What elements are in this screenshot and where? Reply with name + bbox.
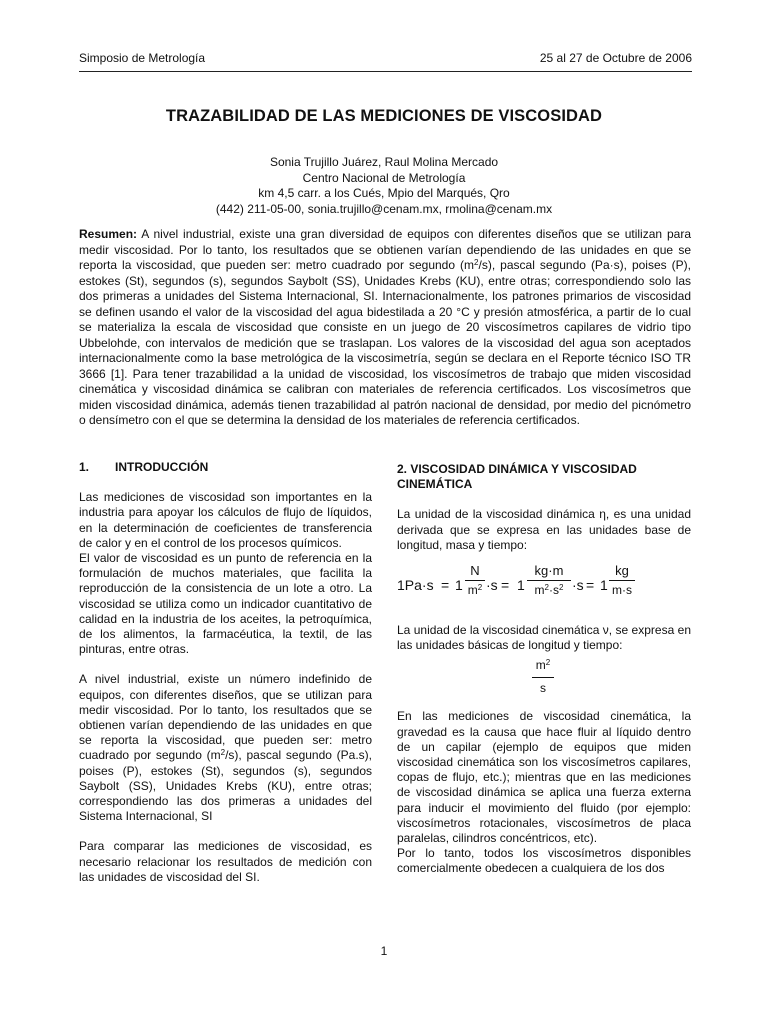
page-number: 1 <box>380 944 388 958</box>
intro-p3-a: A nivel industrial, existe un número indefinido de equipos, con diferentes diseños, que se utilizan para medir viscosidad. Por lo tanto, los resultados que se obtienen varían dependiendo de las unidades en que se reporta la viscosidad, que pueden ser: metro cuadrado por segundo (m <box>79 672 372 763</box>
abstract-text-b: /s), pascal segundo (Pa·s), poises (P), estokes (St), segundos (s), segundos Saybolt (SS), Unidades Krebs (KU), entre otras; correspondiendo solo las dos primeras a unidades del Sistema Internacional, SI. Internacionalmente, los patrones primarios de viscosidad se definen usando el valor de la viscosidad del agua bidestilada a 20 °C y presión atmosférica, a partir de lo cual se materializa la escala de viscosidad que consiste en un juego de 20 viscosímetros capilares de vidrio tipo Ubbelohde, con intervalos de medición que se traslapan. Los valores de la viscosidad del agua son aceptados internacionalmente como la base metrológica de la viscosimetría, según se declara en el Reporte técnico ISO TR 3666 [1]. Para tener trazabilidad a la unidad de viscosidad, los viscosímetros de trabajo que miden viscosidad cinemática y viscosidad dinámica se calibran con materiales de referencia certificados. Los viscosímetros que miden viscosidad dinámica, además tienen trazabilidad al patrón nacional de densidad, por medio del picnómetro o densímetro con el que se determina la densidad de los materiales de referencia certificados. <box>79 258 691 427</box>
left-column <box>79 460 372 885</box>
frac2-den: $m^2\cdot s^2$ <box>534 583 564 598</box>
formula-eq3: = <box>586 577 595 594</box>
right-column <box>397 462 691 877</box>
fraction-bar <box>527 580 571 581</box>
frac3-num: kg <box>615 563 629 579</box>
unit-denominator: s <box>540 680 546 695</box>
abstract <box>79 227 691 429</box>
kinematic-viscosity-paragraph <box>397 623 691 653</box>
fraction-bar <box>465 580 485 581</box>
formula-fraction-2 <box>527 563 571 598</box>
abstract-text-a: A nivel industrial, existe una gran diversidad de equipos con diferentes diseños que se utilizan para medir viscosidad. Por lo tanto, los resultados que se obtienen varían dependiendo de las unidades en que se reporta la viscosidad, que pueden ser: metro cuadrado por segundo (m <box>79 227 691 272</box>
kin-text-b: , se expresa en las unidades básicas de longitud y tiempo: <box>397 623 691 653</box>
dyn-text-a: La unidad de la viscosidad dinámica <box>397 507 600 522</box>
formula-c1: 1 <box>455 577 463 594</box>
author-block <box>0 155 768 217</box>
eta-symbol: η <box>599 507 606 522</box>
running-header <box>79 51 692 69</box>
frac1-den: $m^2$ <box>467 583 483 598</box>
formula-lhs: 1Pa·s <box>397 577 434 594</box>
frac3-den: m·s <box>612 583 632 598</box>
measurement-paragraph: En las mediciones de viscosidad cinemática, la gravedad es la causa que hace fluir al líquido dentro de un capilar (ejemplo de equipos que miden viscosidad cinemática son los viscosímetros capilares, copas de flujo, etc.); mientras que en las mediciones de viscosidad dinámica se aplica una fuerza externa para inducir el movimiento del fluido (por ejemplo: viscosímetros rotacionales, viscosímetros de placa paralelas, cilindros concéntricos, etc). <box>397 709 691 846</box>
frac1-num: N <box>470 563 480 579</box>
spacer <box>79 475 372 490</box>
spacer <box>79 824 372 839</box>
formula-c3: 1 <box>600 577 608 594</box>
author-address: km 4,5 carr. a los Cués, Mpio del Marqués, Qro <box>258 186 510 200</box>
section-heading-viscosity: 2. VISCOSIDAD DINÁMICA Y VISCOSIDAD CINEMÁTICA <box>397 462 637 492</box>
author-names: Sonia Trujillo Juárez, Raul Molina Mercado <box>269 155 499 169</box>
unit-numerator: $m^2$ <box>535 658 551 673</box>
author-contact: (442) 211-05-00, sonia.trujillo@cenam.mx, rmolina@cenam.mx <box>215 201 553 216</box>
frac2-num: kg·m <box>534 563 564 579</box>
abstract-sup: 2 <box>474 258 479 267</box>
pascal-second-formula <box>397 563 691 619</box>
formula-t2: ·s <box>572 577 584 594</box>
formula-fraction-3 <box>609 563 635 598</box>
intro-paragraph-3 <box>79 672 372 824</box>
spacer <box>79 657 372 672</box>
nu-symbol: ν <box>602 623 609 638</box>
intro-p3-sup: 2 <box>220 748 226 758</box>
author-institution: Centro Nacional de Metrología <box>302 170 466 185</box>
formula-fraction-1 <box>465 563 485 598</box>
section-number: 1. <box>79 460 90 474</box>
kinematic-unit-fraction <box>397 653 691 705</box>
formula-t1: ·s <box>486 577 498 594</box>
intro-paragraph-4: Para comparar las mediciones de viscosidad, es necesario relacionar los resultados de medición con las unidades de viscosidad del SI. <box>79 839 372 884</box>
header-date: 25 al 27 de Octubre de 2006 <box>539 51 692 65</box>
dynamic-viscosity-paragraph <box>397 507 691 553</box>
paper-title: TRAZABILIDAD DE LAS MEDICIONES DE VISCOSIDAD <box>165 107 603 125</box>
formula-eq1: = <box>441 577 450 594</box>
header-rule <box>79 71 692 72</box>
fraction-bar <box>609 580 635 581</box>
formula-c2: 1 <box>517 577 525 594</box>
spacer <box>397 492 691 507</box>
abstract-label: Resumen: <box>79 227 138 241</box>
dyn-text-b: , es una unidad derivada que se expresa en las unidades base de longitud, masa y tiempo: <box>397 507 691 552</box>
formula-eq2: = <box>501 577 510 594</box>
intro-paragraph-2: El valor de viscosidad es un punto de referencia en la formulación de muchos materiales, que facilita la reproducción de la consistencia de un lote a otro. La viscosidad se utiliza como un indicador cuantitativo de calidad en la industria de los aceites, la petroquímica, de los alimentos, la farmacéutica, la textil, de las pinturas, entre otras. <box>79 551 372 657</box>
commercial-viscometers-paragraph: Por lo tanto, todos los viscosímetros disponibles comercialmente obedecen a cualquiera de los dos <box>397 846 691 876</box>
section-heading-intro <box>79 460 372 475</box>
kin-text-a: La unidad de la viscosidad cinemática <box>397 623 603 638</box>
header-conference: Simposio de Metrología <box>79 51 206 65</box>
fraction-bar <box>532 677 554 678</box>
section-title: INTRODUCCIÓN <box>115 460 209 474</box>
intro-paragraph-1: Las mediciones de viscosidad son importantes en la industria para apoyar los cálculos de flujo de líquidos, en la determinación de coeficientes de transferencia de calor y en el control de los procesos químicos. <box>79 490 372 550</box>
intro-p3-b: /s), pascal segundo (Pa.s), poises (P), estokes (St), segundos (s), segundos Saybolt (SS), Unidades Krebs (KU), entre otras; correspondiendo las dos primeras a unidades del Sistema Internacional, SI <box>79 748 373 824</box>
